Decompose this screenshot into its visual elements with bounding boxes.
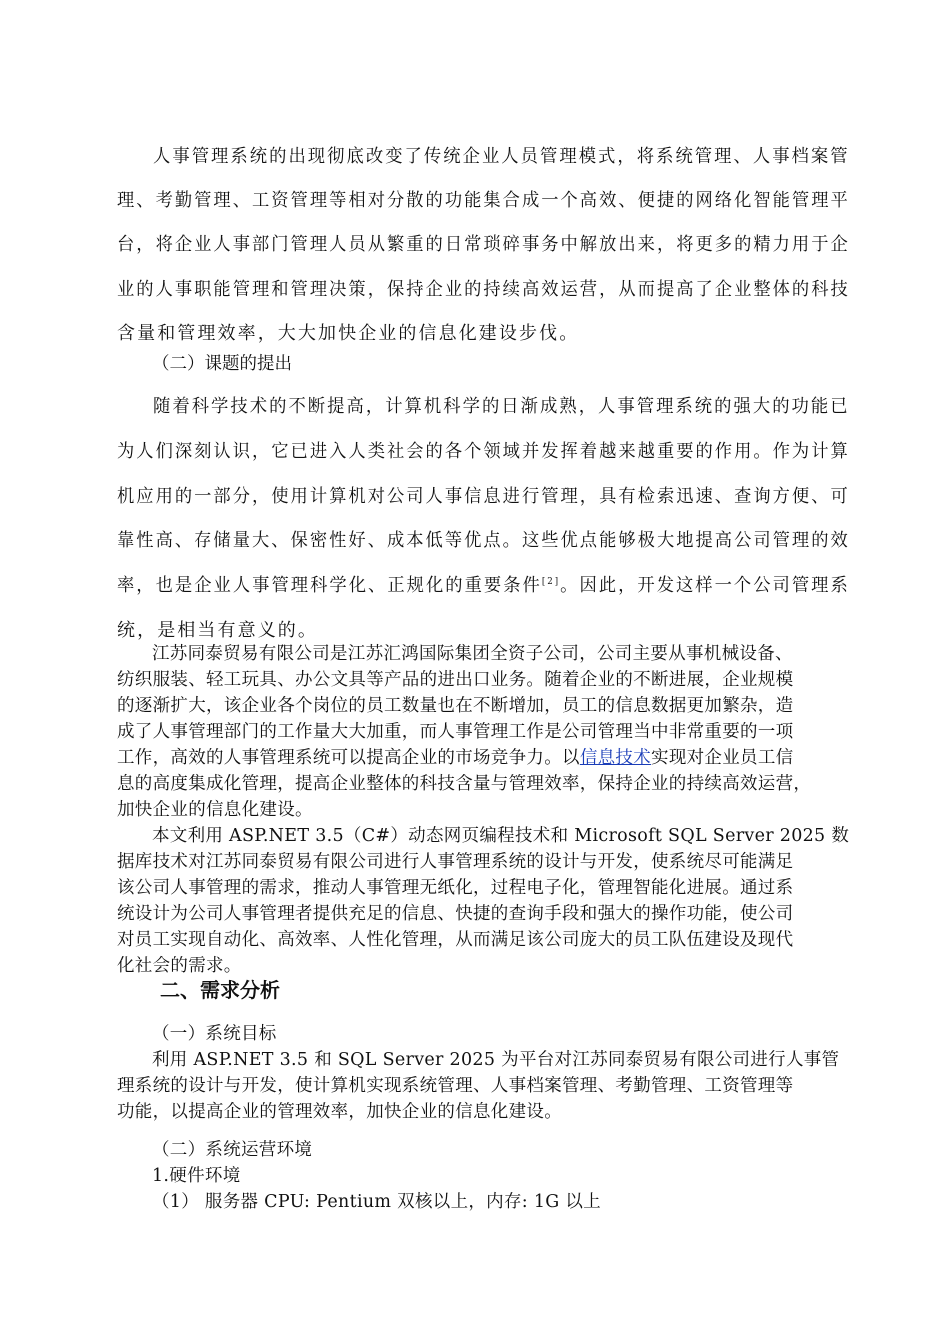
text-line: 该公司人事管理的需求，推动人事管理无纸化，过程电子化，管理智能化进展。通过系 [117, 878, 794, 898]
text-line: 利用 ASP.NET 3.5 和 SQL Server 2025 为平台对江苏同泰贸易有限公司进行人事管 [152, 1050, 840, 1070]
text-line-with-link [117, 744, 793, 769]
section-heading-requirements: 二、需求分析 [160, 978, 280, 1002]
text-segment: 工作，高效的人事管理系统可以提高企业的市场竞争力。以 [117, 748, 580, 768]
text-line: 业的人事职能管理和管理决策，保持企业的持续高效运营，从而提高了企业整体的科技 [117, 279, 850, 300]
text-line: 理、考勤管理、工资管理等相对分散的功能集合成一个高效、便捷的网络化智能管理平 [117, 190, 850, 211]
text-segment: 。因此，开发这样一个公司管理系 [560, 575, 850, 596]
text-line: 纺织服装、轻工玩具、办公文具等产品的进出口业务。随着企业的不断进展，企业规模 [117, 670, 794, 690]
text-line: 为人们深刻认识，它已进入人类社会的各个领域并发挥着越来越重要的作用。作为计算 [117, 441, 850, 462]
text-line: 江苏同泰贸易有限公司是江苏汇鸿国际集团全资子公司，公司主要从事机械设备、 [152, 644, 793, 664]
citation-marker: [2] [541, 577, 561, 587]
subheading-system-goal: （一）系统目标 [152, 1024, 277, 1044]
text-line: 的逐渐扩大，该企业各个岗位的员工数量也在不断增加，员工的信息数据更加繁杂，造 [117, 696, 794, 716]
text-line: 本文利用 ASP.NET 3.5（C#）动态网页编程技术和 Microsoft SQL Server 2025 数 [152, 826, 850, 846]
text-line: 息的高度集成化管理，提高企业整体的科技含量与管理效率，保持企业的持续高效运营， [117, 774, 812, 794]
text-line: 机应用的一部分，使用计算机对公司人事信息进行管理，具有检索迅速、查询方便、可 [117, 486, 850, 507]
text-line: 功能，以提高企业的管理效率，加快企业的信息化建设。 [117, 1102, 562, 1122]
text-line: 含量和管理效率，大大加快企业的信息化建设步伐。 [117, 323, 580, 344]
hardware-title: 1.硬件环境 [152, 1166, 241, 1186]
text-line: 加快企业的信息化建设。 [117, 800, 313, 820]
subheading-runtime-environment: （二）系统运营环境 [152, 1140, 313, 1160]
text-line-with-citation [117, 571, 850, 597]
text-line: 统设计为公司人事管理者提供充足的信息、快捷的查询手段和强大的操作功能，使公司 [117, 904, 794, 924]
text-line: 对员工实现自动化、高效率、人性化管理，从而满足该公司庞大的员工队伍建设及现代 [117, 930, 794, 950]
subheading-topic: （二）课题的提出 [152, 354, 292, 374]
text-line: 理系统的设计与开发，使计算机实现系统管理、人事档案管理、考勤管理、工资管理等 [117, 1076, 794, 1096]
text-line: 据库技术对江苏同泰贸易有限公司进行人事管理系统的设计与开发，使系统尽可能满足 [117, 852, 794, 872]
text-segment: 实现对企业员工信 [651, 748, 794, 768]
link-information-technology[interactable]: 信息技术 [579, 748, 652, 768]
text-line: 随着科学技术的不断提高，计算机科学的日渐成熟，人事管理系统的强大的功能已 [153, 396, 850, 417]
text-line: 台，将企业人事部门管理人员从繁重的日常琐碎事务中解放出来，将更多的精力用于企 [117, 234, 850, 255]
text-line: 化社会的需求。 [117, 956, 242, 976]
text-line: 人事管理系统的出现彻底改变了传统企业人员管理模式，将系统管理、人事档案管 [153, 146, 850, 167]
hardware-item-server: （1） 服务器 CPU: Pentium 双核以上，内存: 1G 以上 [152, 1192, 602, 1212]
text-line: 成了人事管理部门的工作量大大加重，而人事管理工作是公司管理当中非常重要的一项 [117, 722, 794, 742]
text-segment: 率，也是企业人事管理科学化、正规化的重要条件 [117, 575, 542, 596]
text-line: 统，是相当有意义的。 [117, 620, 318, 641]
text-line: 靠性高、存储量大、保密性好、成本低等优点。这些优点能够极大地提高公司管理的效 [117, 530, 850, 551]
